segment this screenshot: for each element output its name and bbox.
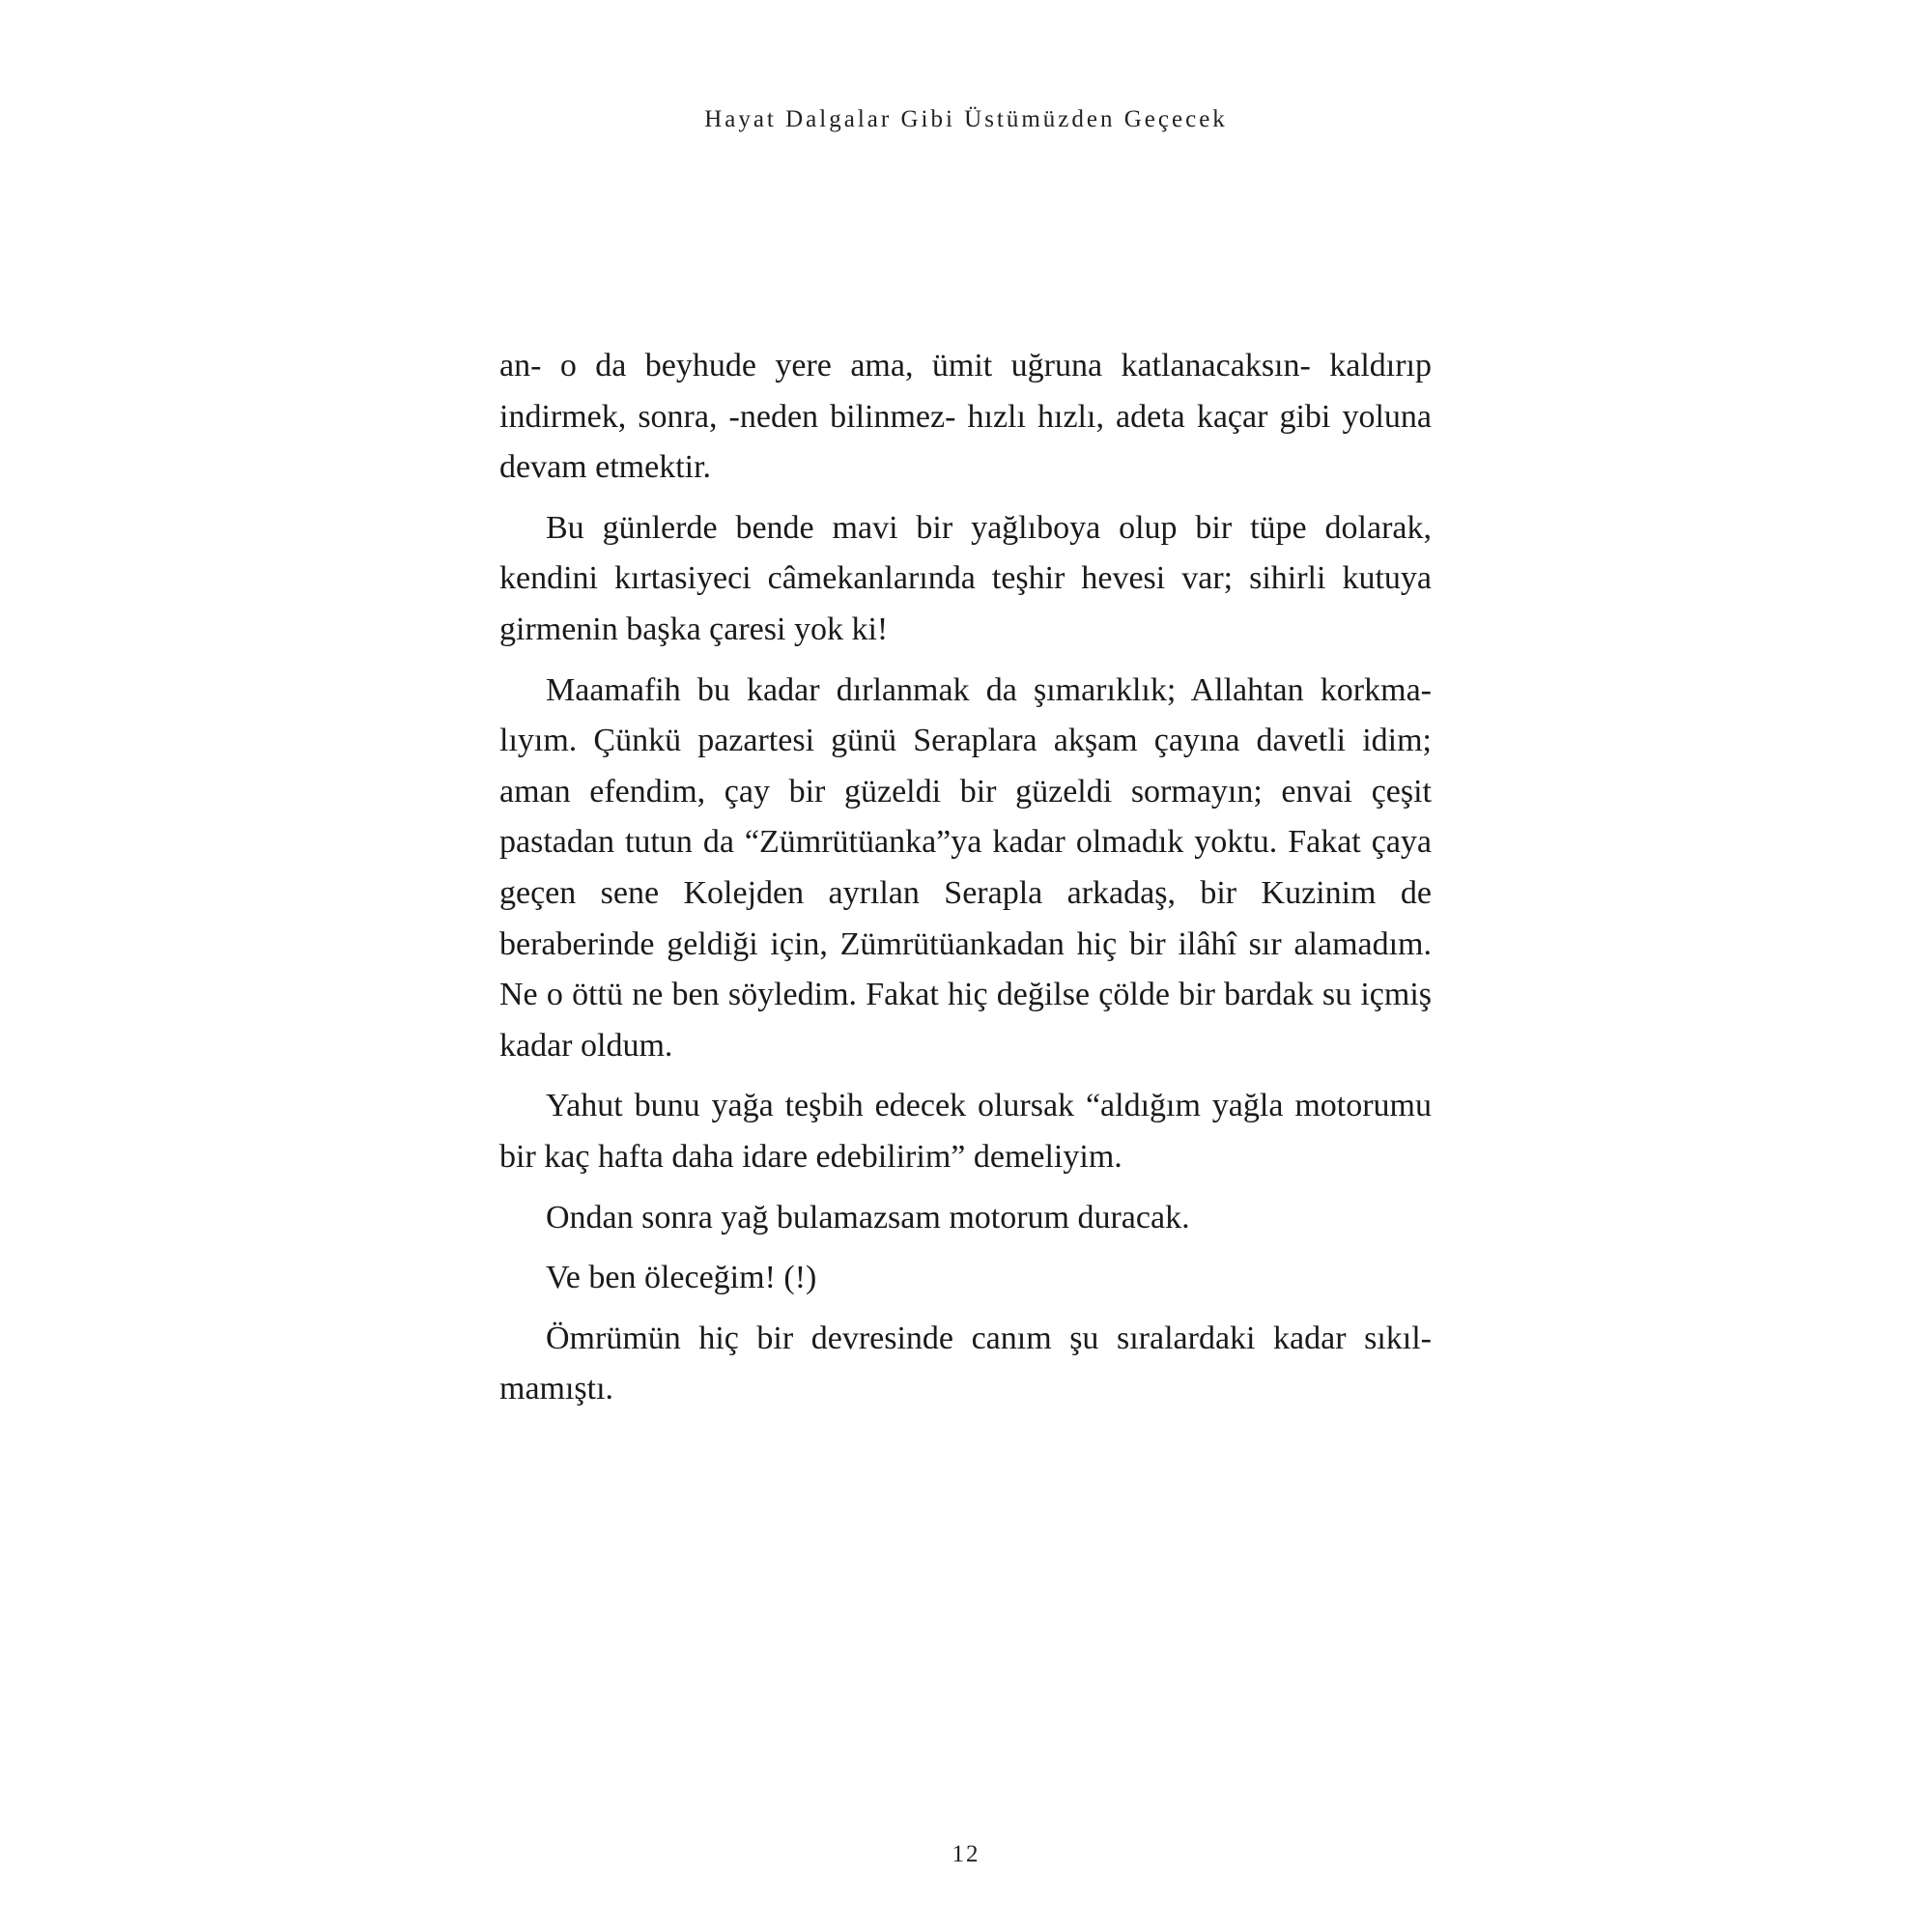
running-header-title: Hayat Dalgalar Gibi Üstümüzden Geçecek xyxy=(704,106,1228,132)
paragraph: Maamafih bu kadar dırlanmak da şımarıklık; Allahtan korkmalıyım. Çünkü pazartesi günü Seraplara akşam çayına davetli idim; aman efendim, çay bir güzeldi bir güzeldi sormayın; envai çeşit pastadan tutun da “Zümrütüanka”ya kadar olmadık yoktu. Fakat çaya geçen sene Kolejden ayrılan Serapla arkadaş, bir Kuzinim de beraberinde geldiği için, Zümrütüankadan hiç bir ilâhî sır alamadım. Ne o öttü ne ben söyledim. Fakat hiç değilse çölde bir bardak su içmiş kadar oldum. xyxy=(499,671,1432,1064)
paragraph-continuation: an- o da beyhude yere ama, ümit uğruna katlanacaksın- kaldırıp indirmek, sonra, -neden bilinmez- hızlı hızlı, adeta kaçar gibi yoluna devam etmektir. xyxy=(499,348,1432,486)
paragraph: Ondan sonra yağ bulamazsam motorum duracak. xyxy=(546,1199,1190,1236)
paragraph: Ve ben öleceğim! (!) xyxy=(546,1260,817,1296)
paragraph: Bu günlerde bende mavi bir yağlıboya olup bir tüpe dolarak, kendini kırtasiyeci câmekanlarında teşhir hevesi var; sihirli kutuya girmenin başka çaresi yok ki! xyxy=(499,509,1432,647)
paragraph: Yahut bunu yağa teşbih edecek olursak “aldığım yağla motorumu bir kaç hafta daha idare edebilirim” demeliyim. xyxy=(499,1088,1432,1175)
paragraph: Ömrümün hiç bir devresinde canım şu sıralardaki kadar sıkılmamıştı. xyxy=(499,1320,1432,1407)
page-number: 12 xyxy=(952,1841,980,1867)
page-body xyxy=(499,341,1432,1425)
